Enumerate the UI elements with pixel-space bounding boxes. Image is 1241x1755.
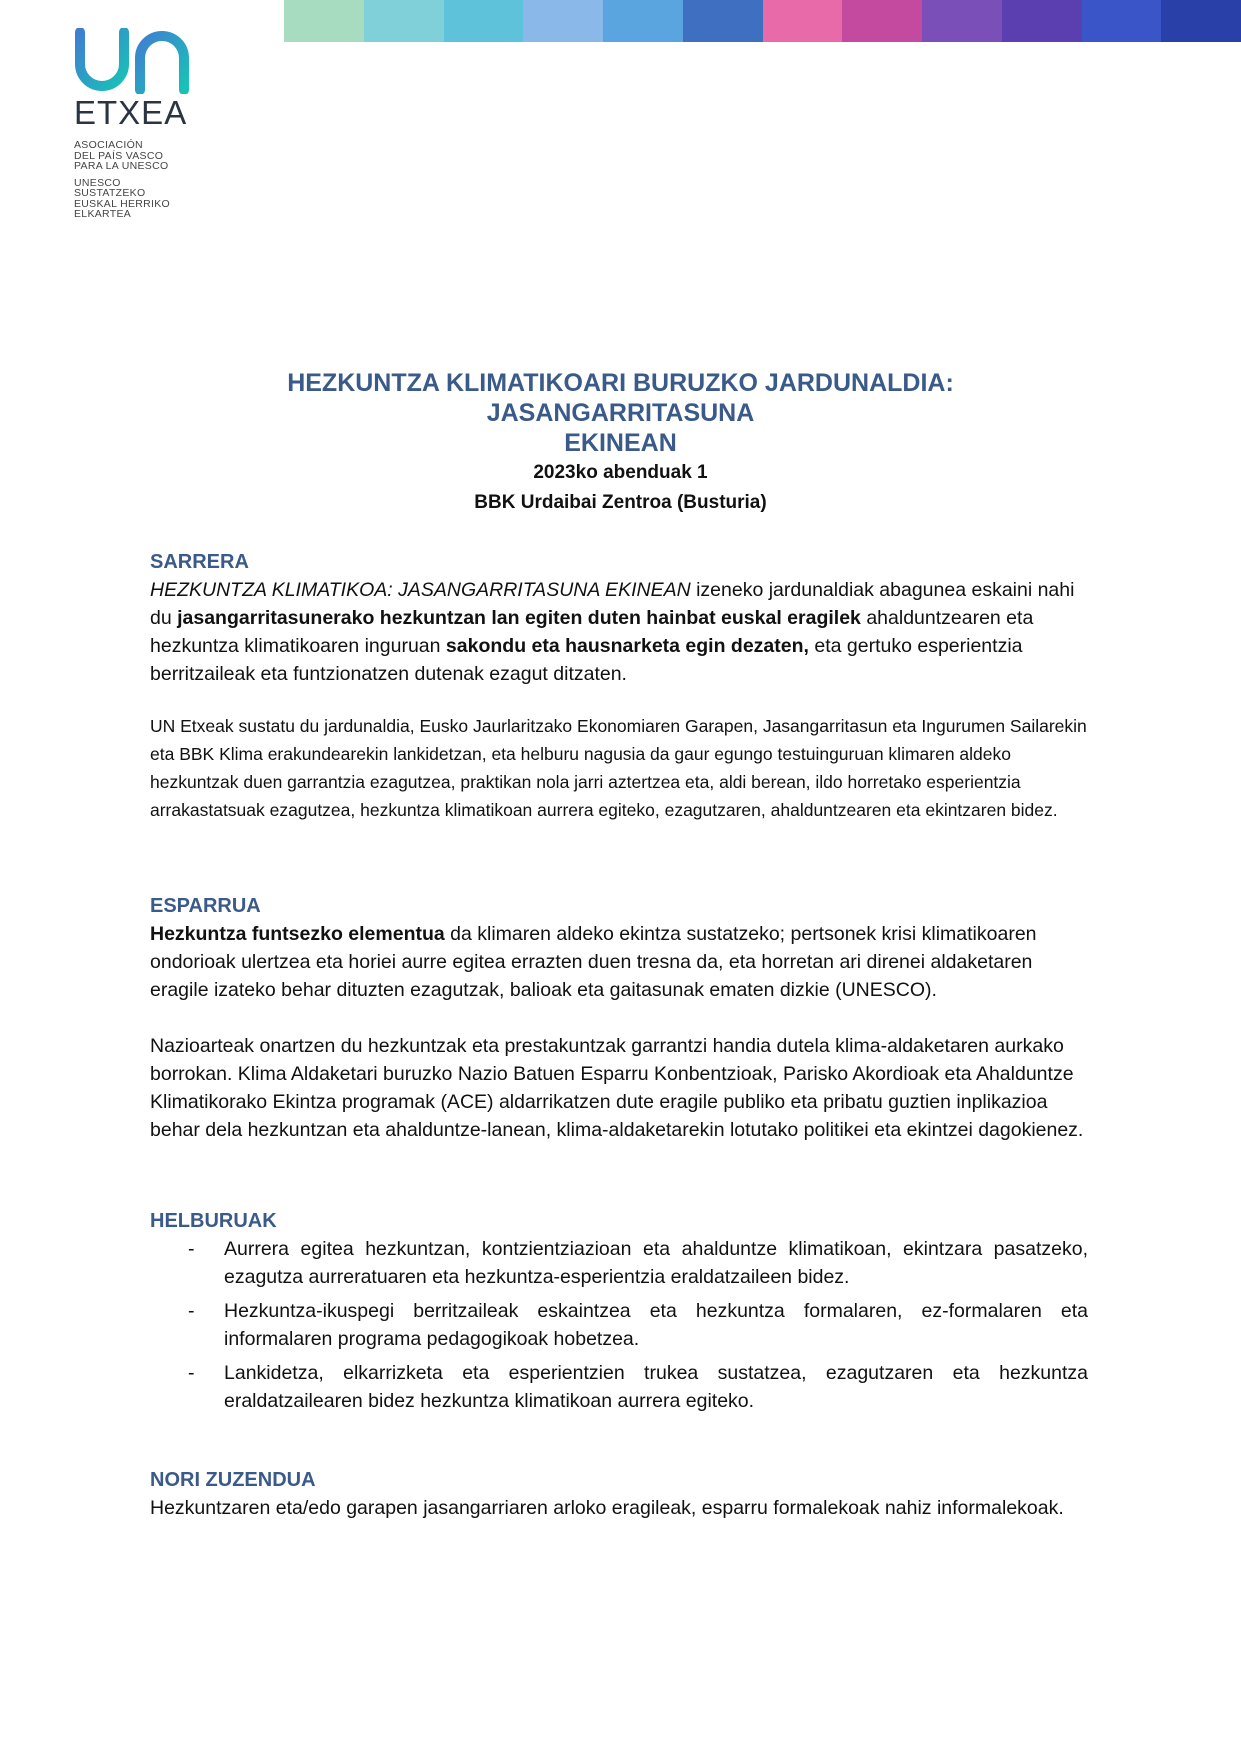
banner-stripe — [1161, 0, 1241, 42]
section-heading: ESPARRUA — [150, 895, 261, 917]
section-heading: HELBURUAK — [150, 1210, 277, 1232]
logo-subtitle-line: DEL PAÍS VASCO — [74, 149, 164, 162]
banner-stripe — [763, 0, 843, 42]
list-item-text: Aurrera egitea hezkuntzan, kontzientziazioan eta ahalduntze klimatikoan, ekintzara pasatzeko, ezagutza aurreratuaren eta hezkuntza-esperientzia eraldatzaileen bidez. — [224, 1238, 1088, 1288]
section-heading: NORI ZUZENDUA — [150, 1469, 316, 1491]
section-heading: SARRERA — [150, 551, 249, 573]
text-run: izeneko jardunaldiak abagunea eskaini nahi du — [150, 579, 1075, 629]
bullet-dash: - — [188, 1238, 195, 1260]
logo-wordmark: ETXEA — [74, 94, 188, 131]
esparrua-paragraph-2: Nazioarteak onartzen du hezkuntzak eta prestakuntzak garrantzi handia dutela klima-aldaketaren aurkako borrokan. Klima Aldaketari buruzko Nazio Batuen Esparru Konbentzioak, Parisko Akordioak eta Ahalduntze Klimatikorako Ekintza programak (ACE) aldarrikatzen dute eragile publiko eta pribatu guztien inplikazioa behar dela hezkuntzan eta ahalduntze-lanean, klima-aldaketarekin lotutako politikei eta ekintzei dagokienez. — [150, 1035, 1084, 1141]
section-helburuak — [150, 1207, 1088, 1421]
goals-list — [150, 1235, 1088, 1415]
document-title-line: EKINEAN — [564, 429, 677, 457]
event-date: 2023ko abenduak 1 — [533, 462, 708, 483]
logo-subtitle-line: PARA LA UNESCO — [74, 160, 169, 172]
banner-stripe — [683, 0, 763, 42]
header-color-banner — [284, 0, 1241, 42]
section-nori-zuzendua — [150, 1466, 1088, 1522]
banner-stripe — [284, 0, 364, 42]
banner-stripe — [1082, 0, 1162, 42]
banner-stripe — [842, 0, 922, 42]
list-item — [150, 1235, 1088, 1291]
bold-text: jasangarritasunerako hezkuntzan lan egiten duten hainbat euskal eragilek — [177, 607, 861, 629]
nori-paragraph: Hezkuntzaren eta/edo garapen jasangarriaren arloko eragileak, esparru formalekoak nahiz informalekoak. — [150, 1497, 1064, 1519]
banner-stripe — [444, 0, 524, 42]
text-run: da klimaren aldeko ekintza sustatzeko; pertsonek krisi klimatikoaren ondorioak ulertzea eta horiei aurre egitea errazten duen tresna da, eta horretan ari direnei aldaketaren eragile izateko behar dituzten ezagutzak, balioak eta gaitasunak ematen dizkie (UNESCO). — [150, 923, 1037, 1001]
un-etxea-logo — [74, 28, 194, 220]
bold-text: Hezkuntza funtsezko elementua — [150, 923, 445, 945]
text-run: eta gertuko esperientzia berritzaileak eta funtzionatzen dutenak ezagut ditzaten. — [150, 635, 1023, 685]
bullet-dash: - — [188, 1300, 195, 1322]
list-item — [150, 1297, 1088, 1353]
sarrera-paragraph-1 — [150, 576, 1088, 688]
document-title — [150, 368, 1091, 458]
list-item-text: Hezkuntza-ikuspegi berritzaileak eskaintzea eta hezkuntza formalaren, ez-formalaren eta informalaren programa pedagogikoak hobetzea. — [224, 1300, 1088, 1350]
sarrera-paragraph-2: UN Etxeak sustatu du jardunaldia, Eusko Jaurlaritzako Ekonomiaren Garapen, Jasangarritasun eta Ingurumen Sailarekin eta BBK Klima erakundearekin lankidetzan, eta helburu nagusia da gaur egungo testuinguruan klimaren aldeko hezkuntzak duen garrantzia ezagutzea, praktikan nola jarri aztertzea eta, aldi berean, ildo horretako esperientzia arrakastatsuak ezagutzea, hezkuntza klimatikoan aurrera egiteko, ezagutzaren, ahalduntzearen eta ekintzaren bidez. — [150, 716, 1087, 820]
document-title-line: HEZKUNTZA KLIMATIKOARI BURUZKO JARDUNALDIA: JASANGARRITASUNA — [287, 369, 954, 427]
document-title-block — [150, 368, 1091, 518]
bullet-dash: - — [188, 1362, 195, 1384]
esparrua-paragraph-1 — [150, 920, 1088, 1004]
un-logo-mark — [74, 28, 190, 94]
banner-stripe — [603, 0, 683, 42]
section-sarrera — [150, 548, 1088, 824]
text-run: ahalduntzearen eta hezkuntza klimatikoaren inguruan — [150, 607, 1034, 657]
banner-stripe — [922, 0, 1002, 42]
logo-subtitle-line: ASOCIACIÓN — [74, 139, 143, 151]
bold-text: sakondu eta hausnarketa egin dezaten, — [445, 635, 809, 657]
banner-stripe — [364, 0, 444, 42]
banner-stripe — [1002, 0, 1082, 42]
logo-subtitle-line: UNESCO SUSTATZEKO — [74, 176, 146, 199]
italic-text: HEZKUNTZA KLIMATIKOA: JASANGARRITASUNA EKINEAN — [150, 579, 691, 601]
section-esparrua — [150, 892, 1088, 1144]
event-location: BBK Urdaibai Zentroa (Busturia) — [474, 492, 767, 513]
logo-subtitle-line: EUSKAL HERRIKO — [74, 197, 171, 210]
logo-subtitle-line: ELKARTEA — [74, 208, 132, 220]
list-item-text: Lankidetza, elkarrizketa eta esperientzien trukea sustatzea, ezagutzaren eta hezkuntza eraldatzailearen bidez hezkuntza klimatikoan aurrera egiteko. — [224, 1362, 1088, 1412]
list-item — [150, 1359, 1088, 1415]
banner-stripe — [523, 0, 603, 42]
